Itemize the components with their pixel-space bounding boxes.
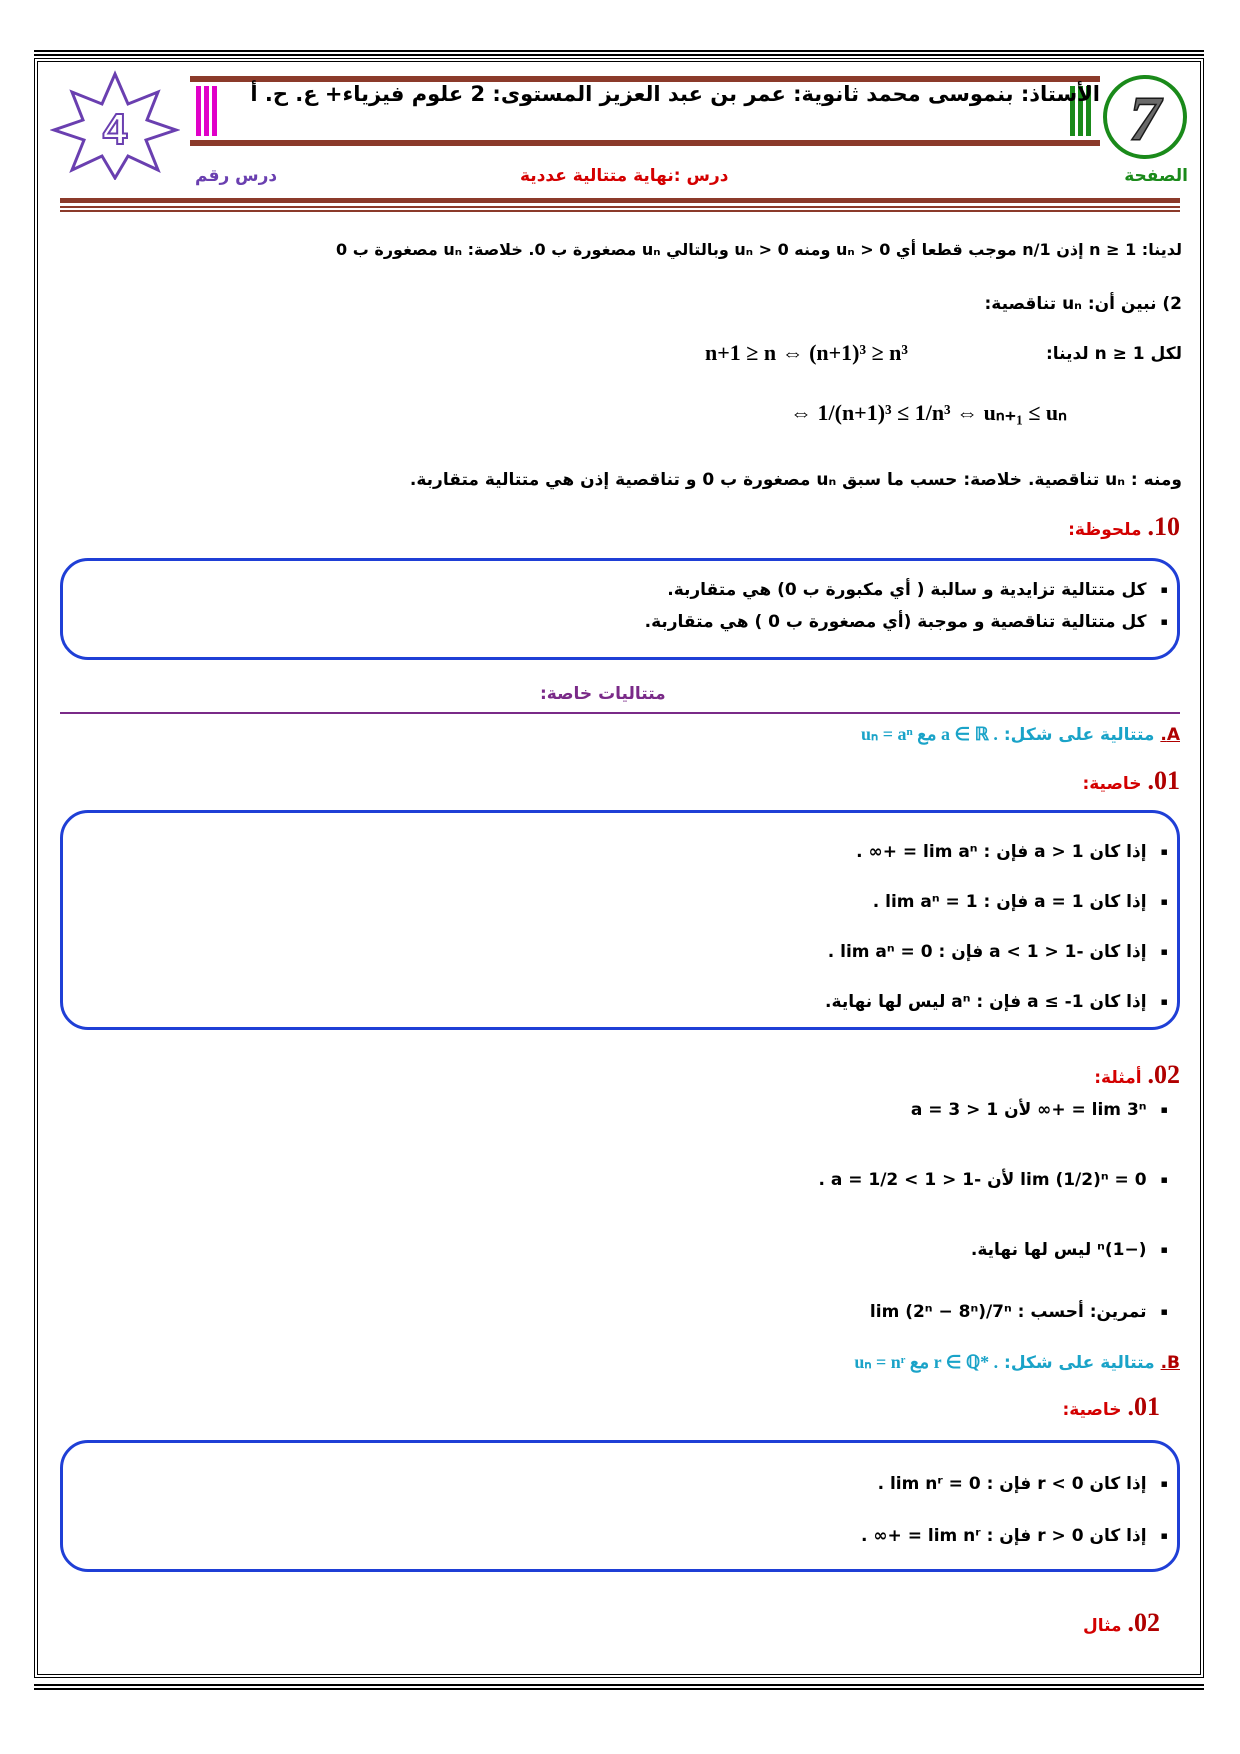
property-a-heading — [1082, 766, 1180, 796]
note-title: ملحوظة: — [1068, 520, 1142, 540]
example-b-number: 02. — [1127, 1608, 1160, 1637]
bottom-rule — [34, 1684, 1204, 1686]
property-b-title: خاصية: — [1062, 1400, 1122, 1420]
property-a-item-2: ▪ إذا كان a = 1 فإن : lim aⁿ = 1 . — [88, 892, 1168, 912]
special-heading: متتاليات خاصة: — [540, 684, 666, 704]
svg-text:4: 4 — [102, 105, 128, 154]
examples-heading — [1094, 1060, 1180, 1090]
header-band-under — [60, 198, 1180, 203]
page-number-badge — [1100, 72, 1190, 162]
examples-title: أمثلة: — [1094, 1068, 1142, 1088]
step-2: 2) نبين أن: uₙ تناقصية: — [984, 294, 1182, 314]
section-b-heading — [854, 1352, 1180, 1373]
section-a-title: متتالية على شكل: — [1003, 725, 1155, 745]
header-band-bottom — [190, 140, 1100, 146]
header-title: الأستاذ: بنموسى محمد ثانوية: عمر بن عبد العزيز المستوى: 2 علوم فيزياء+ ع. ح. أ — [250, 82, 1100, 106]
property-a-item-4: ▪ إذا كان a ≤ -1 فإن : aⁿ ليس لها نهاية. — [88, 992, 1168, 1012]
note-item-1: ▪ كل متتالية تزايدية و سالبة ( أي مكبورة ب 0) هي متقاربة. — [88, 580, 1168, 600]
examples-number: 02. — [1147, 1060, 1180, 1089]
bottom-rule-2 — [34, 1688, 1204, 1690]
lesson-number-star — [50, 70, 180, 180]
equation-2: ⇔ 1/(n+1)³ ≤ 1/n³ ⇔ uₙ₊₁ ≤ uₙ — [790, 400, 1067, 425]
top-rule-2 — [34, 54, 1204, 56]
example-3: ▪ (−1)ⁿ ليس لها نهاية. — [88, 1240, 1168, 1260]
example-2: ▪ lim (1/2)ⁿ = 0 لأن -1 < a = 1/2 < 1 . — [88, 1170, 1168, 1190]
section-a-heading — [861, 724, 1180, 745]
example-1: ▪ lim 3ⁿ = +∞ لأن a = 3 > 1 — [88, 1100, 1168, 1120]
property-b-box — [60, 1440, 1180, 1572]
header-band-under-2 — [60, 206, 1180, 208]
special-divider — [60, 712, 1180, 714]
body-line-1: لدينا: n ≥ 1 إذن 1/n موجب قطعا أي 0 < uₙ ومنه uₙ > 0 وبالتالي uₙ مصغورة ب 0. خلاصة: uₙ مصغورة ب 0 — [336, 240, 1182, 259]
section-b-formula: uₙ = nʳ مع r ∈ ℚ* . — [854, 1352, 999, 1372]
property-b-number: 01. — [1127, 1392, 1160, 1421]
conclusion: ومنه : uₙ تناقصية. خلاصة: حسب ما سبق uₙ مصغورة ب 0 و تناقصية إذن هي متتالية متقاربة. — [409, 470, 1182, 490]
example-b-heading — [1083, 1608, 1160, 1638]
property-a-number: 01. — [1147, 766, 1180, 795]
page-label: الصفحة — [1124, 166, 1188, 186]
note-item-2: ▪ كل متتالية تناقصية و موجبة (أي مصغورة ب 0 ) هي متقاربة. — [88, 612, 1168, 632]
property-b-heading — [1062, 1392, 1160, 1422]
example-b-title: مثال — [1082, 1616, 1122, 1636]
property-a-item-1: ▪ إذا كان a > 1 فإن : lim aⁿ = +∞ . — [88, 842, 1168, 862]
exercise: ▪ تمرين: أحسب : lim (2ⁿ − 8ⁿ)/7ⁿ — [88, 1302, 1168, 1322]
lesson-title: درس :نهاية متتالية عددية — [520, 166, 729, 186]
section-b-label: B. — [1160, 1353, 1180, 1373]
section-a-formula: uₙ = aⁿ مع a ∈ ℝ . — [861, 724, 998, 744]
property-b-item-1: ▪ إذا كان r < 0 فإن : lim nʳ = 0 . — [88, 1474, 1168, 1494]
header-band-under-3 — [60, 210, 1180, 212]
svg-text:7: 7 — [1129, 83, 1161, 154]
section-b-title: متتالية على شكل: — [1004, 1353, 1155, 1373]
property-a-item-3: ▪ إذا كان -1 < a < 1 فإن : lim aⁿ = 0 . — [88, 942, 1168, 962]
for-all-label: لكل n ≥ 1 لدينا: — [1045, 344, 1182, 364]
equation-1: n+1 ≥ n ⇔ (n+1)³ ≥ n³ — [705, 340, 909, 365]
note-box — [60, 558, 1180, 660]
section-a-label: A. — [1160, 725, 1180, 745]
property-b-item-2: ▪ إذا كان r > 0 فإن : lim nʳ = +∞ . — [88, 1526, 1168, 1546]
note-number: 10. — [1147, 512, 1180, 541]
property-a-title: خاصية: — [1082, 774, 1142, 794]
lesson-number-label: درس رقم — [195, 166, 278, 186]
top-rule — [34, 50, 1204, 52]
note-heading — [1068, 512, 1180, 542]
